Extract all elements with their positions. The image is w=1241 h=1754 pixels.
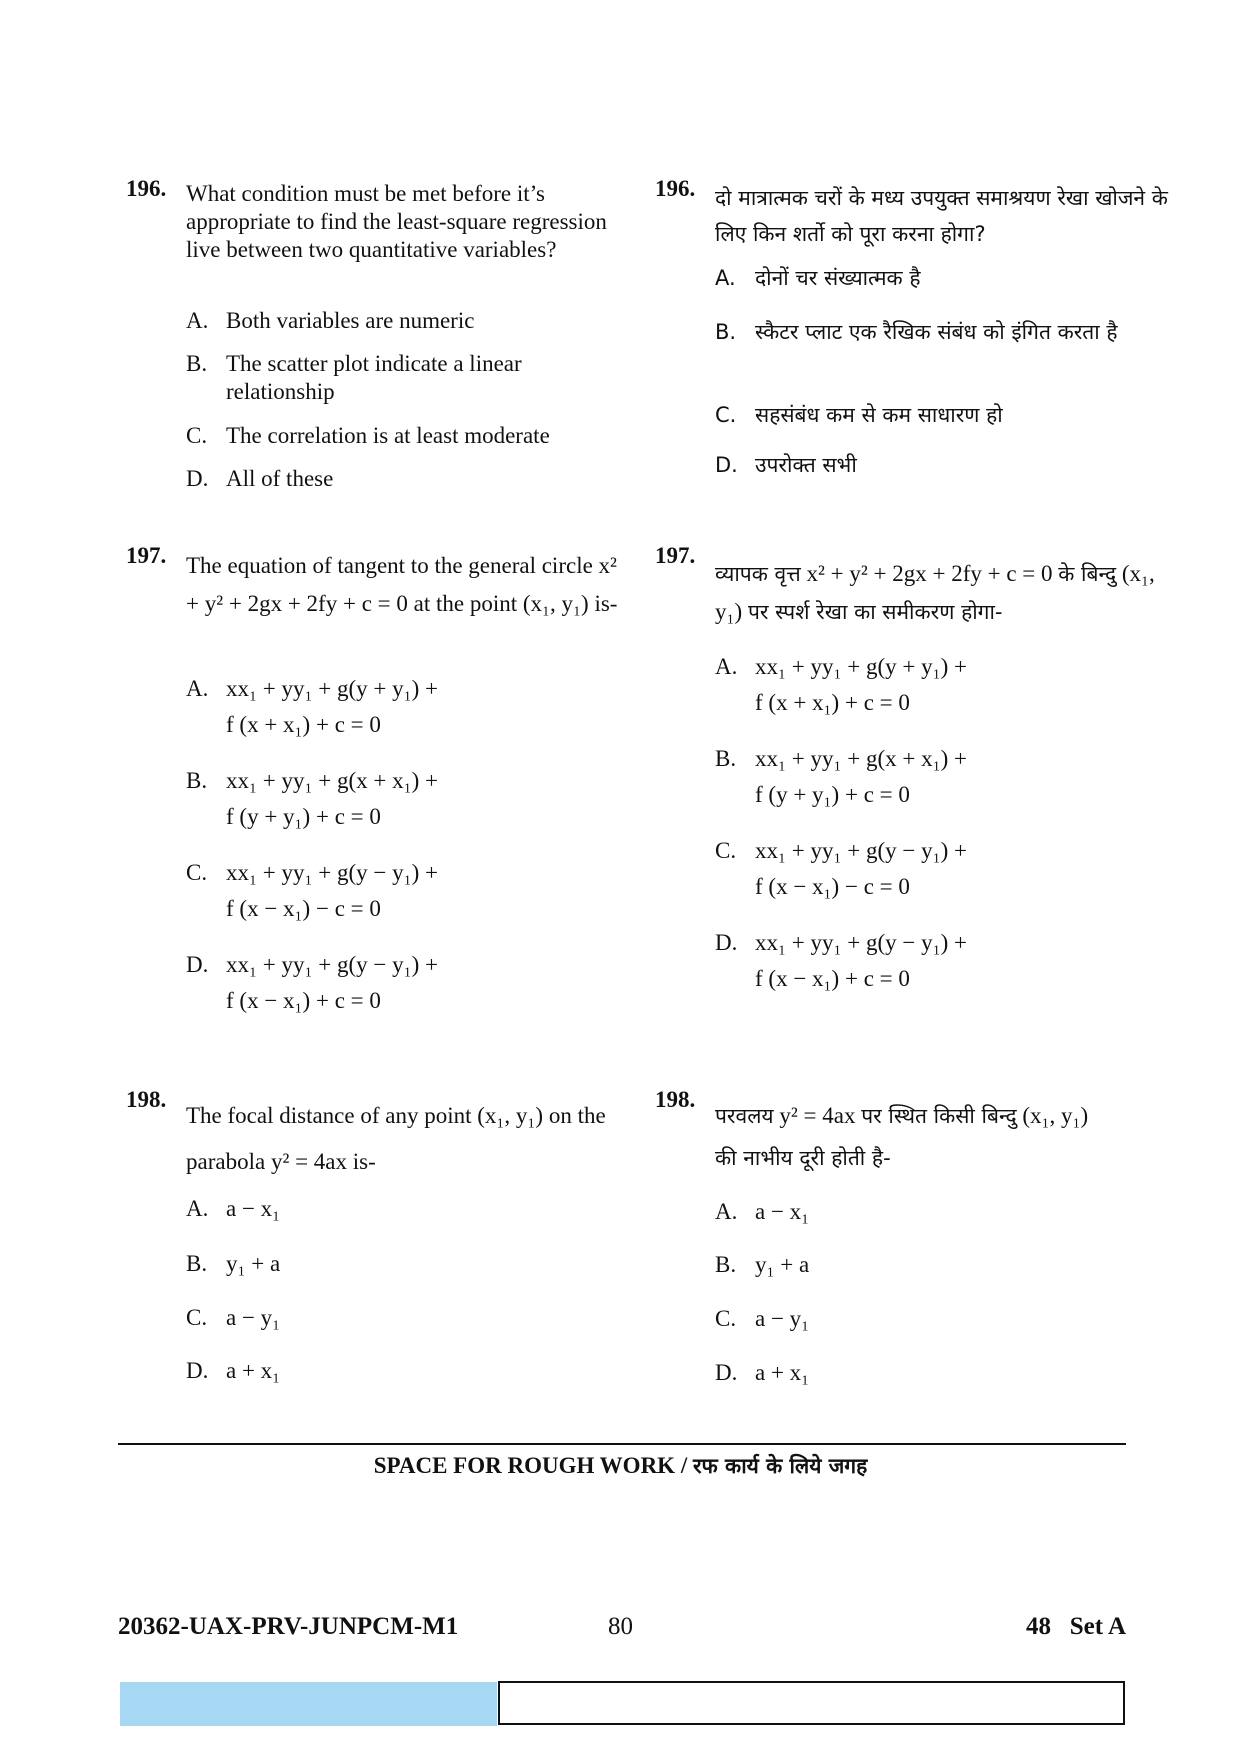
option-a (715, 264, 1165, 292)
option-c (715, 401, 1165, 429)
question-text (186, 547, 626, 623)
circle-equation: x² + y² + 2gx + 2fy + c = 0 (186, 553, 617, 616)
option-text: Both variables are numeric (226, 308, 475, 333)
option-label: B. (715, 746, 737, 771)
option-label: C. (715, 838, 737, 863)
color-bar (120, 1682, 497, 1726)
question-text-post: is- (594, 591, 618, 616)
option-label: B. (186, 768, 208, 793)
question-text-mid: पर स्थित किसी बिन्दु (861, 1104, 1017, 1128)
option-b (186, 1250, 636, 1278)
option-label: D. (186, 466, 209, 491)
question-text-mid: on the parabola (186, 1103, 606, 1174)
option-text: The scatter plot indicate a linear relationship (226, 351, 522, 404)
option-text: y₁ + a (755, 1252, 810, 1277)
point-label: (x₁, y₁) (477, 1103, 544, 1128)
rough-work-heading (0, 1452, 1241, 1480)
option-a (186, 1195, 636, 1223)
option-label: D. (715, 453, 738, 477)
option-d (715, 451, 1165, 479)
option-c (186, 859, 636, 923)
option-text: a − y₁ (755, 1306, 810, 1331)
option-b (715, 745, 1165, 809)
question-text-pre: The equation of tangent to the general circle (186, 553, 593, 578)
option-d (186, 951, 636, 1015)
question-text-post: की नाभीय दूरी होती है- (715, 1146, 891, 1170)
point-label: (x₁, y₁) (715, 561, 1155, 624)
blank-box (498, 1681, 1125, 1725)
question-text-post: is- (352, 1149, 376, 1174)
option-label: D. (186, 1358, 209, 1383)
option-text: a − y₁ (226, 1305, 281, 1330)
option-label: C. (715, 403, 737, 427)
point-label: (x₁, y₁) (1022, 1103, 1089, 1128)
option-line-1: xx₁ + yy₁ + g(y − y₁) + (755, 838, 968, 863)
option-text: a + x₁ (226, 1358, 281, 1383)
rough-work-en: SPACE FOR ROUGH WORK / (373, 1453, 693, 1478)
paper-code: 20362-UAX-PRV-JUNPCM-M1 (118, 1613, 459, 1640)
option-label: C. (715, 1306, 737, 1331)
question-number: 198. (126, 1087, 167, 1112)
page-number: 80 (608, 1613, 633, 1640)
option-line-2: f (x − x₁) + c = 0 (755, 966, 910, 991)
option-d (186, 1357, 636, 1385)
divider-line (118, 1443, 1126, 1445)
option-label: C. (186, 1305, 208, 1330)
option-line-1: xx₁ + yy₁ + g(y − y₁) + (755, 930, 968, 955)
question-text (186, 1093, 626, 1185)
option-label: A. (186, 1196, 209, 1221)
option-line-2: f (y + y₁) + c = 0 (226, 804, 381, 829)
option-label: B. (715, 1252, 737, 1277)
option-label: C. (186, 860, 208, 885)
option-b (715, 314, 1165, 350)
option-a (186, 675, 636, 739)
option-text: स्कैटर प्लाट एक रैखिक संबंध को इंगित करता है (755, 320, 1118, 344)
question-text (715, 1095, 1115, 1179)
parabola-equation: y² = 4ax (270, 1149, 348, 1174)
question-text-mid: at the point (413, 591, 518, 616)
option-d (186, 465, 636, 493)
option-line-1: xx₁ + yy₁ + g(y − y₁) + (226, 860, 439, 885)
question-text-post: पर स्पर्श रेखा का समीकरण होगा- (747, 600, 1003, 624)
option-line-2: f (x + x₁) + c = 0 (226, 712, 381, 737)
point-label: (x₁, y₁) (522, 591, 589, 616)
option-c (186, 422, 636, 450)
option-text: सहसंबंध कम से कम साधारण हो (755, 403, 1003, 427)
option-label: A. (186, 676, 209, 701)
option-line-1: xx₁ + yy₁ + g(x + x₁) + (226, 768, 439, 793)
question-text: दो मात्रात्मक चरों के मध्य उपयुक्त समाश्रयण रेखा खोजने के लिए किन शर्तो को पूरा करना होगा? (715, 186, 1168, 246)
option-label: A. (186, 308, 209, 333)
option-line-2: f (x + x₁) + c = 0 (755, 690, 910, 715)
option-a (715, 653, 1165, 717)
option-b (715, 1251, 1165, 1279)
option-text: y₁ + a (226, 1251, 281, 1276)
option-label: A. (715, 266, 736, 290)
option-text: उपरोक्त सभी (755, 453, 857, 477)
question-number: 198. (655, 1087, 696, 1112)
question-text (715, 555, 1185, 631)
option-text: दोनों चर संख्यात्मक है (755, 266, 921, 290)
question-text: What condition must be met before it’s appropriate to find the least-square regression live between two quantitative variables? (186, 181, 607, 262)
option-line-2: f (x − x₁) + c = 0 (226, 988, 381, 1013)
option-line-1: xx₁ + yy₁ + g(y + y₁) + (755, 654, 968, 679)
option-a (715, 1198, 1165, 1226)
option-label: D. (715, 1360, 738, 1385)
option-c (715, 1305, 1165, 1333)
option-label: D. (715, 930, 738, 955)
parabola-equation: y² = 4ax (779, 1103, 856, 1128)
option-a (186, 307, 636, 335)
option-line-2: f (y + y₁) + c = 0 (755, 782, 910, 807)
question-text-pre: परवलय (715, 1104, 774, 1128)
option-text: a − x₁ (226, 1196, 281, 1221)
option-label: B. (186, 1251, 208, 1276)
option-c (186, 1304, 636, 1332)
option-text: a − x₁ (755, 1199, 810, 1224)
option-d (715, 1359, 1165, 1387)
option-label: A. (715, 1199, 738, 1224)
option-line-2: f (x − x₁) − c = 0 (755, 874, 910, 899)
question-number: 197. (126, 543, 167, 568)
option-label: D. (186, 952, 209, 977)
set-label: 48 Set A (1026, 1613, 1126, 1640)
question-text-pre: व्यापक वृत्त (715, 562, 801, 586)
option-text: All of these (226, 466, 334, 491)
option-line-1: xx₁ + yy₁ + g(x + x₁) + (755, 746, 968, 771)
option-text: a + x₁ (755, 1360, 810, 1385)
option-c (715, 837, 1165, 901)
question-number: 197. (655, 543, 696, 568)
question-number: 196. (126, 176, 167, 201)
option-b (186, 350, 636, 406)
option-line-1: xx₁ + yy₁ + g(y + y₁) + (226, 676, 439, 701)
option-label: C. (186, 423, 208, 448)
rough-work-hi: रफ कार्य के लिये जगह (692, 1454, 868, 1478)
option-label: A. (715, 654, 738, 679)
option-line-1: xx₁ + yy₁ + g(y − y₁) + (226, 952, 439, 977)
option-text: The correlation is at least moderate (226, 423, 550, 448)
option-d (715, 929, 1165, 993)
question-text-mid: के बिन्दु (1058, 562, 1117, 586)
circle-equation: x² + y² + 2gx + 2fy + c = 0 (806, 561, 1053, 586)
question-text-pre: The focal distance of any point (186, 1103, 472, 1128)
option-label: B. (715, 320, 737, 344)
question-number: 196. (655, 176, 696, 201)
option-label: B. (186, 351, 208, 376)
option-b (186, 767, 636, 831)
option-line-2: f (x − x₁) − c = 0 (226, 896, 381, 921)
